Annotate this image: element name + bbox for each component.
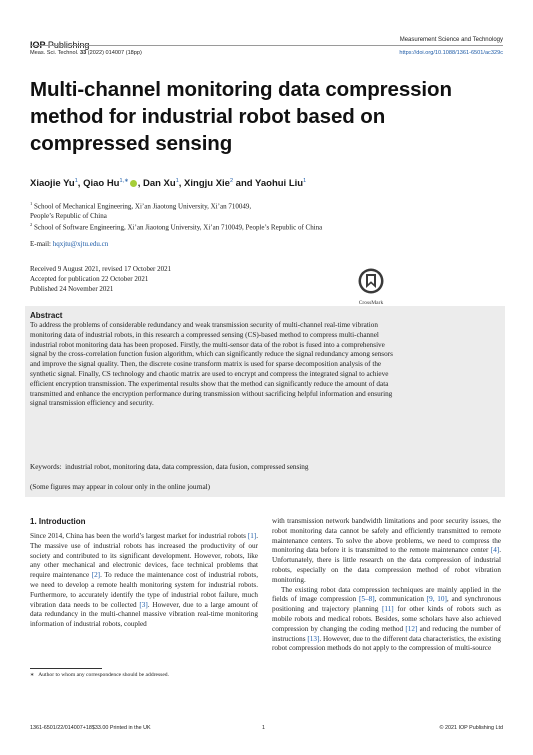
reference-link[interactable]: [12] (405, 624, 418, 633)
author-affiliation-marker[interactable]: 1 (303, 178, 307, 184)
doi-link[interactable]: https://doi.org/10.1088/1361-6501/ac329c (399, 50, 503, 56)
author-name: Xiaojie Yu (30, 178, 75, 190)
published-date: Published 24 November 2021 (30, 285, 114, 293)
body-text: , communication (374, 595, 427, 604)
colour-note: (Some figures may appear in colour only in the online journal) (30, 483, 211, 491)
body-text: and reducing the number of instructions (272, 624, 501, 643)
author-separator: , (137, 178, 143, 190)
body-text: for other kinds of robots such as mobile robots and medical robots. Besides, some scholars have also achieved compression by changing the coding method (272, 605, 501, 633)
footer-price-line: 1361-6501/22/014007+18$33.00 Printed in the UK (30, 725, 151, 731)
author-name: Xingju Xie (184, 178, 230, 190)
publisher-logo: IOP Publishing (30, 40, 90, 50)
publication-dates (30, 264, 171, 294)
reference-link[interactable]: [3] (139, 600, 148, 609)
reference-link[interactable]: [9, 10] (426, 595, 447, 604)
body-text: . Unfortunately, there is little research on the data compression of industrial robots, especially on the data compression method of robot vibration monitoring. (272, 546, 501, 584)
author-name: Yaohui Liu (255, 178, 304, 190)
intro-paragraph-1 (30, 532, 258, 630)
author-affiliation-marker[interactable]: 2 (229, 178, 234, 184)
body-text: . However, due to a large amount of data redundancy in the multi-channel massive vibration real-time monitoring information of industrial robots, coupled (30, 600, 258, 629)
crossmark-badge[interactable]: CrossMark (352, 268, 390, 306)
author-separator: , (77, 178, 84, 190)
reference-link[interactable]: [13] (307, 634, 320, 643)
reference-link[interactable]: [11] (381, 605, 394, 614)
orcid-icon[interactable] (130, 180, 137, 187)
intro-left-column (30, 532, 258, 630)
footnote: ∗ Author to whom any correspondence should be addressed. (30, 672, 170, 678)
abstract-heading: Abstract (30, 311, 63, 320)
article-title: Multi-channel monitoring data compression method for industrial robot based on compressed sensing (30, 78, 452, 155)
intro-paragraph-3 (272, 586, 501, 655)
reference-link[interactable]: [5–8] (359, 595, 375, 604)
author-affiliation-marker[interactable]: 1,∗ (119, 178, 129, 184)
header-rule (30, 45, 503, 46)
reference-link[interactable]: [1] (247, 532, 257, 540)
body-text: Since 2014, China has been the world’s largest market for industrial robots (30, 532, 248, 540)
crossmark-icon (358, 268, 384, 294)
journal-citation: Meas. Sci. Technol. 33 (2022) 014007 (18pp) (30, 50, 142, 56)
author-name: Qiao Hu (83, 178, 120, 190)
body-text: , and synchronous positioning and trajectory planning (272, 595, 501, 614)
author-list (30, 178, 306, 189)
author-affiliation-marker[interactable]: 1 (74, 178, 78, 184)
received-date: Received 9 August 2021, revised 17 October 2021 (30, 265, 172, 273)
intro-right-column (272, 517, 501, 654)
body-text: . The massive use of industrial robots has increased the productivity of our society and contributed to its significant development. However, robots, like any other mechanical and electronic devices, face technical problems that require maintenance (30, 532, 258, 580)
email-link[interactable]: hqxjtu@xjtu.edu.cn (52, 240, 109, 248)
abstract-text: To address the problems of considerable redundancy and weak transmission security of multi-channel real-time vibration monitoring data of industrial robots, in this research a compressed sensing (CS)-based method to compress multi-channel industrial robot monitoring data has been proposed. Firstly, the multi-sensor data of the robot is fused into a comprehensive signal by the cross-correlation function fusion algorithm, which can significantly reduce the signal redundancy among sensors and improve the signal quality. Then, the discrete cosine transform matrix is used for sparse decomposition analysis of the synthetic signal. Finally, CS technology and chaotic matrix are used to encrypt and compress the integrated signal to achieve efficient encryption transmission. The experimental results show that the method can significantly reduce the amount of data transmitted and enhance the encryption performance during transmission without sacrificing helpful information and ensuring signal transmission efficiency and security. (30, 321, 393, 408)
body-text: . However, due to the different data characteristics, the existing robot compression methods do not apply to the compression of multi-source (272, 634, 502, 653)
body-text: The existing robot data compression techniques are mainly applied in the fields of image compression (272, 585, 501, 604)
intro-paragraph-2 (272, 517, 501, 586)
author-separator: and (233, 178, 256, 190)
author-affiliation-marker[interactable]: 1 (175, 178, 179, 184)
section-heading-introduction: 1. Introduction (30, 517, 86, 526)
affiliation-1: $^1$ School of Mechanical Engineering, Xi’an Jiaotong University, Xi’an 710049, People’s Republic of China (30, 201, 252, 220)
affiliation-2: $^2$ School of Software Engineering, Xi’an Jiaotong University, Xi’an 710049, People’s Republic of China (30, 222, 323, 232)
footnote-rule (30, 668, 102, 669)
page-number: 1 (262, 725, 265, 731)
author-name: Dan Xu (142, 178, 176, 190)
corresponding-email: E-mail: hqxjtu@xjtu.edu.cn (30, 240, 109, 248)
accepted-date: Accepted for publication 22 October 2021 (30, 275, 149, 283)
reference-link[interactable]: [4] (490, 546, 500, 555)
keywords: Keywords: industrial robot, monitoring data, data compression, data fusion, compressed sensing (30, 463, 309, 471)
body-text: . To reduce the maintenance cost of industrial robots, we need to develop a remote health monitoring system for industrial robots. Furthermore, to accurately identify the type of industrial robot failure, much vibration data needs to be collected (30, 571, 258, 609)
footer-copyright: © 2021 IOP Publishing Ltd (439, 725, 503, 731)
body-text: with transmission network bandwidth limitations and poor security issues, the robot monitoring data cannot be safely and efficiently transmitted to remote maintenance centers. To solve the above problems, we need to compress the monitoring data before it is transmitted to the remote maintenance center (272, 517, 501, 555)
reference-link[interactable]: [2] (91, 571, 101, 580)
journal-name: Measurement Science and Technology (399, 37, 503, 43)
author-separator: , (178, 178, 185, 190)
